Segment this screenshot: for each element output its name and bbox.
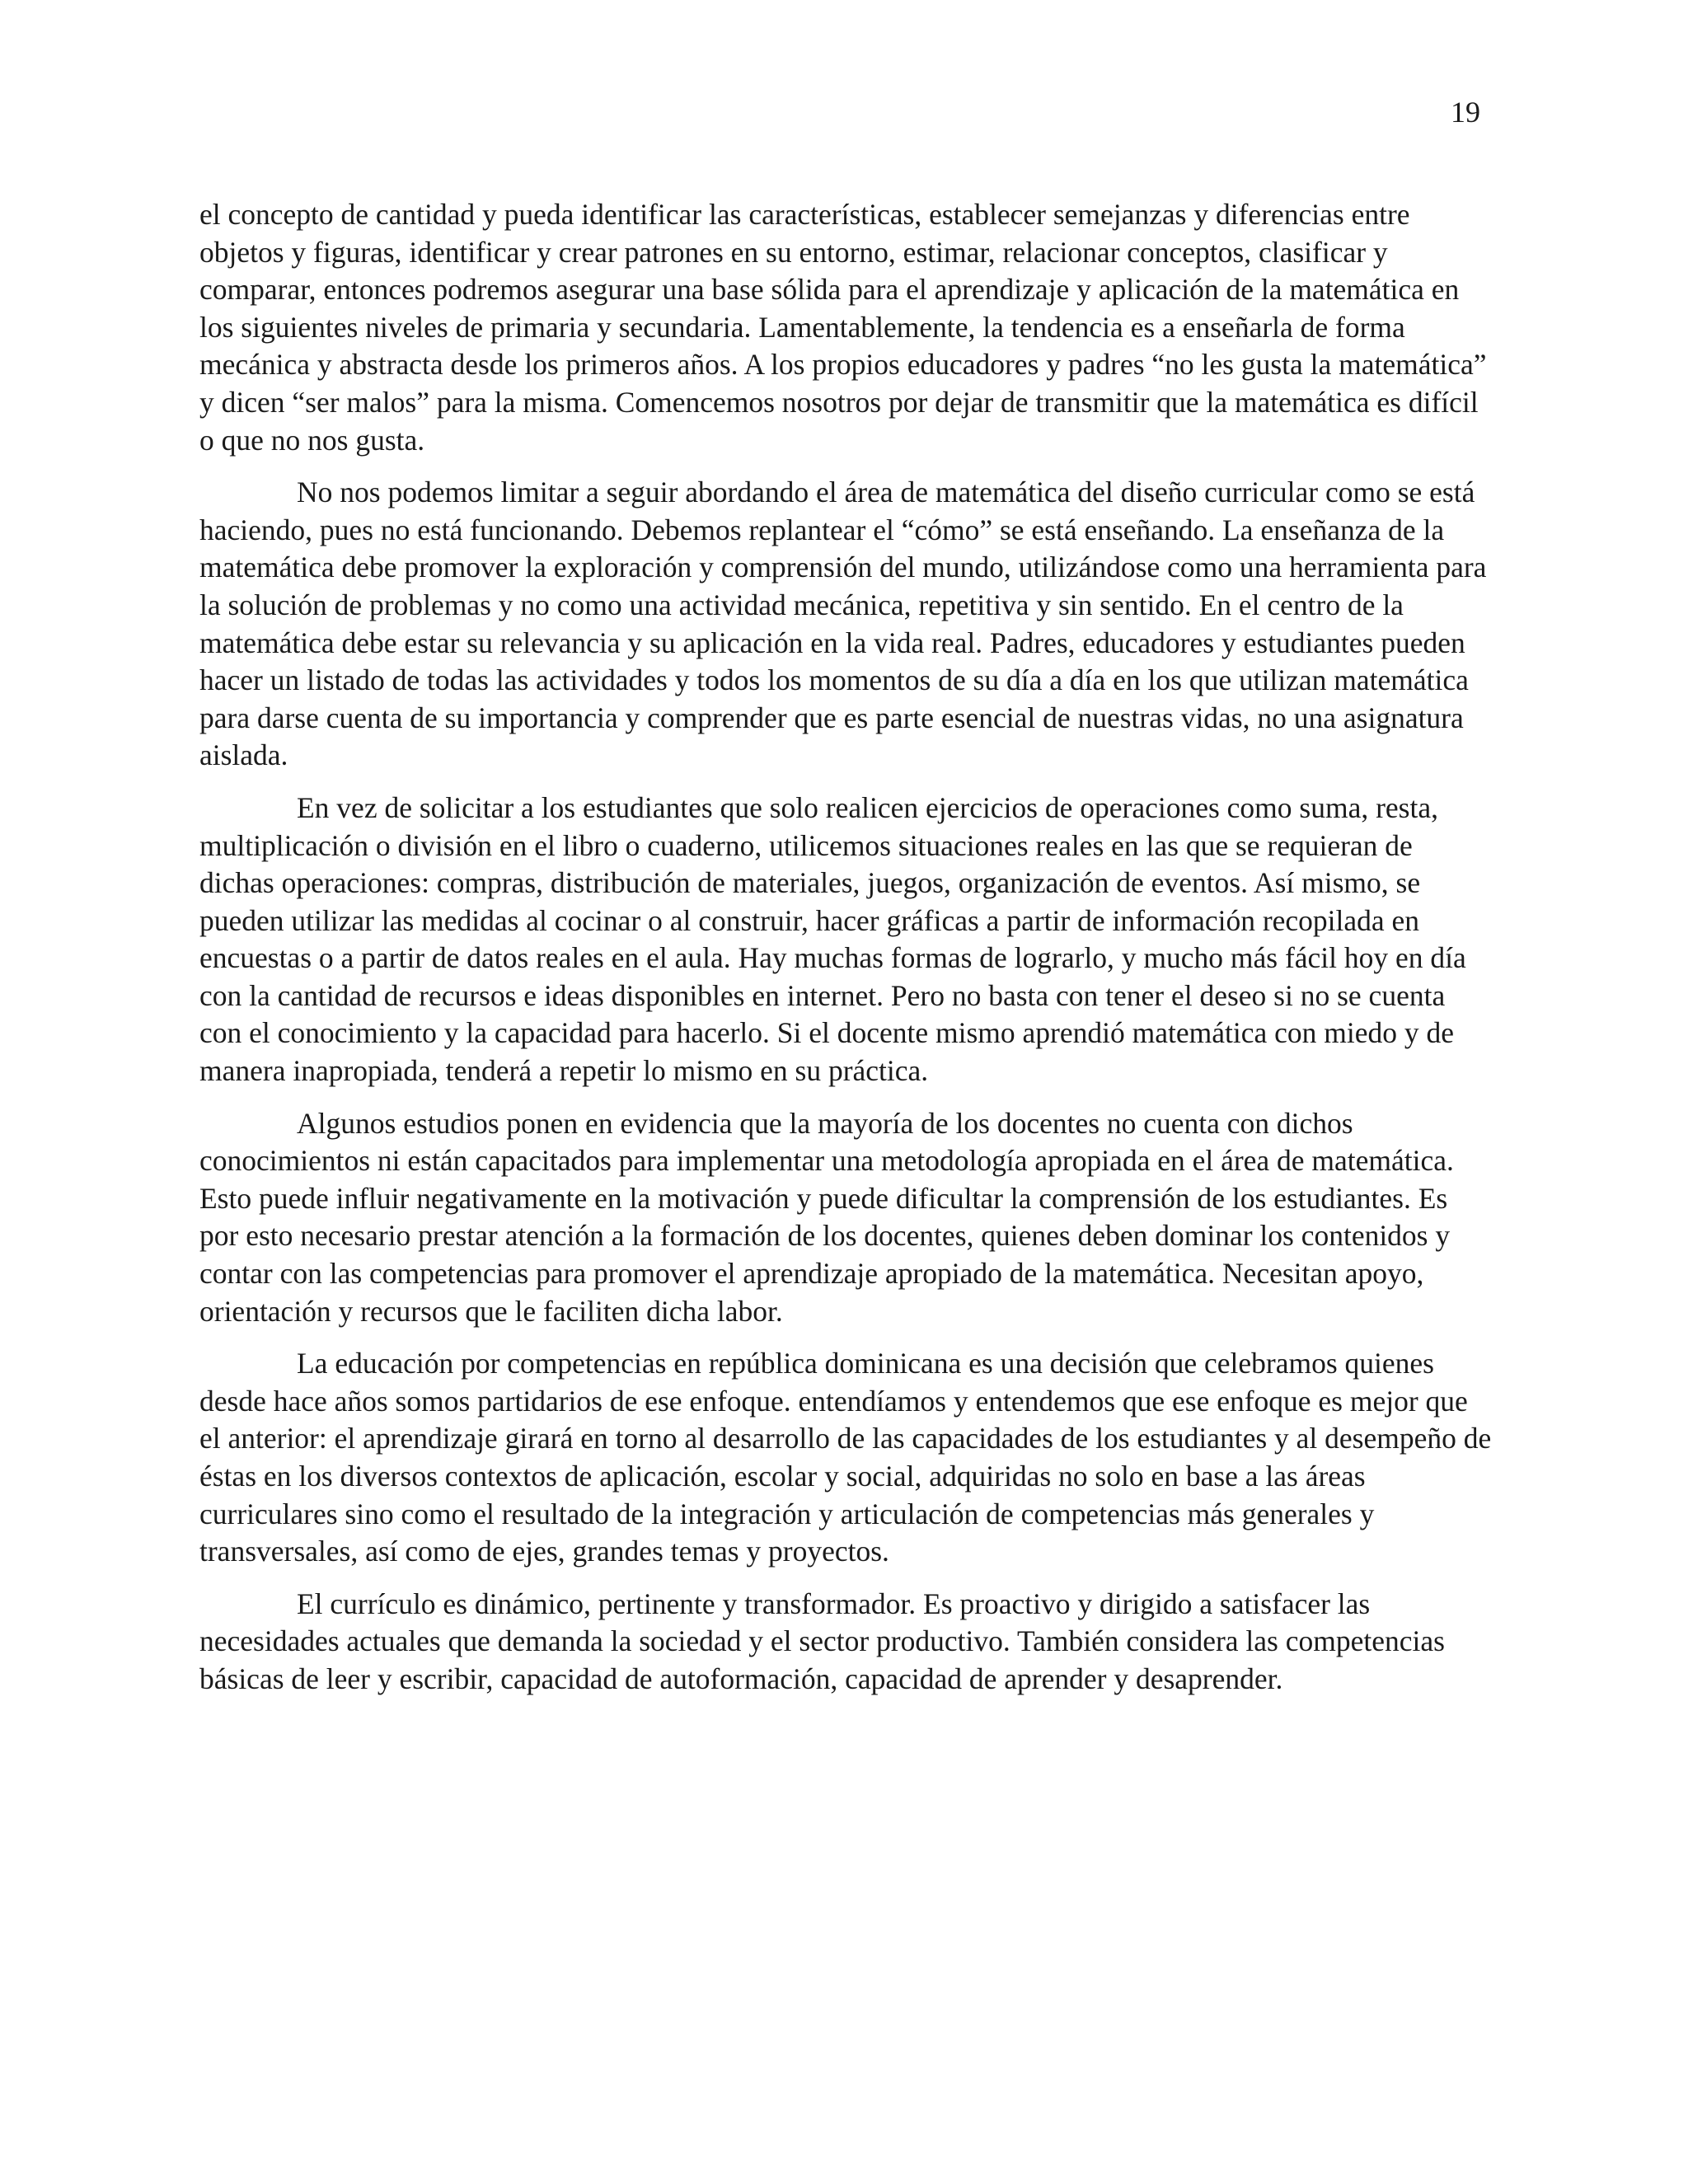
paragraph: La educación por competencias en república dominicana es una decisión que celebramos quienes desde hace años somos partidarios de ese enfoque. entendíamos y entendemos que ese enfoque es mejor que el anterior: el aprendizaje girará en torno al desarrollo de las capacidades de los estudiantes y al desempeño de éstas en los diversos contextos de aplicación, escolar y social, adquiridas no solo en base a las áreas curriculares sino como el resultado de la integración y articulación de competencias más generales y transversales, así como de ejes, grandes temas y proyectos. (199, 1347, 1492, 1568)
paragraph: el concepto de cantidad y pueda identificar las características, establecer semejanzas y diferencias entre objetos y figuras, identificar y crear patrones en su entorno, estimar, relacionar conceptos, clasificar y comparar, entonces podremos asegurar una base sólida para el aprendizaje y aplicación de la matemática en los siguientes niveles de primaria y secundaria. Lamentablemente, la tendencia es a enseñarla de forma mecánica y abstracta desde los primeros años. A los propios educadores y padres “no les gusta la matemática” y dicen “ser malos” para la misma. Comencemos nosotros por dejar de transmitir que la matemática es difícil o que no nos gusta. (199, 198, 1487, 457)
body-text (199, 196, 1493, 1713)
paragraph: Algunos estudios ponen en evidencia que la mayoría de los docentes no cuenta con dichos conocimientos ni están capacitados para implementar una metodología apropiada en el área de matemática. Esto puede influir negativamente en la motivación y puede dificultar la comprensión de los estudiantes. Es por esto necesario prestar atención a la formación de los docentes, quienes deben dominar los contenidos y contar con las competencias para promover el aprendizaje apropiado de la matemática. Necesitan apoyo, orientación y recursos que le faciliten dicha labor. (199, 1106, 1454, 1328)
paragraph: En vez de solicitar a los estudiantes que solo realicen ejercicios de operaciones como suma, resta, multiplicación o división en el libro o cuaderno, utilicemos situaciones reales en las que se requieran de dichas operaciones: compras, distribución de materiales, juegos, organización de eventos. Así mismo, se pueden utilizar las medidas al cocinar o al construir, hacer gráficas a partir de información recopilada en encuestas o a partir de datos reales en el aula. Hay muchas formas de lograrlo, y mucho más fácil hoy en día con la cantidad de recursos e ideas disponibles en internet. Pero no basta con tener el deseo si no se cuenta con el conocimiento y la capacidad para hacerlo. Si el docente mismo aprendió matemática con miedo y de manera inapropiada, tenderá a repetir lo mismo en su práctica. (199, 790, 1466, 1088)
paragraph: No nos podemos limitar a seguir abordando el área de matemática del diseño curricular como se está haciendo, pues no está funcionando. Debemos replantear el “cómo” se está enseñando. La enseñanza de la matemática debe promover la exploración y comprensión del mundo, utilizándose como una herramienta para la solución de problemas y no como una actividad mecánica, repetitiva y sin sentido. En el centro de la matemática debe estar su relevancia y su aplicación en la vida real. Padres, educadores y estudiantes pueden hacer un listado de todas las actividades y todos los momentos de su día a día en los que utilizan matemática para darse cuenta de su importancia y comprender que es parte esencial de nuestras vidas, no una asignatura aislada. (199, 476, 1487, 772)
paragraph: El currículo es dinámico, pertinente y transformador. Es proactivo y dirigido a satisfacer las necesidades actuales que demanda la sociedad y el sector productivo. También considera las competencias básicas de leer y escribir, capacidad de autoformación, capacidad de aprender y desaprender. (199, 1586, 1445, 1695)
page-number: 19 (1451, 96, 1480, 129)
